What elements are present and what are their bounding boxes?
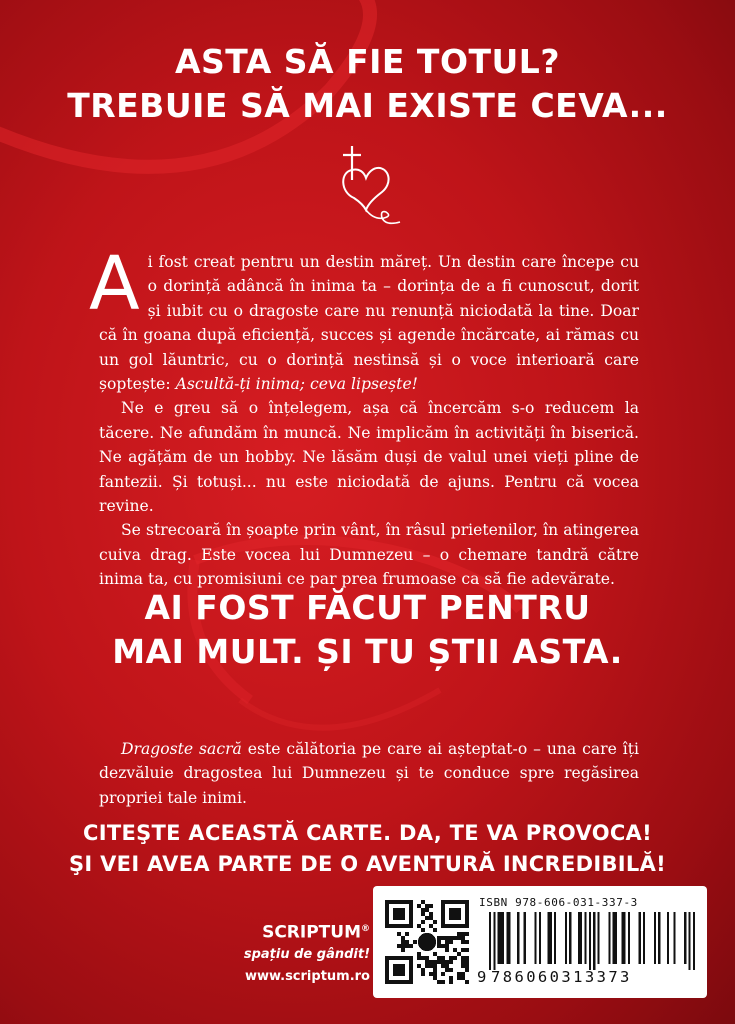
barcode-bar [535,912,537,964]
cross-heart-icon [330,140,410,230]
barcode-bar [578,912,580,964]
mid-headline [0,586,735,674]
barcode-bar [554,912,556,964]
barcode-bar [623,912,625,964]
barcode-bar [589,912,591,970]
body-paragraph-3: Se strecoară în șoapte prin vânt, în râsul prietenilor, în atingerea cuiva drag. Este vocea lui Dumnezeu – o chemare tandră către inima ta, cu promisiuni ce par prea frumoase ca să fie adevărate. [99,521,639,589]
barcode-bar [550,912,552,964]
barcode-bar [684,912,686,964]
barcode-bar [658,912,660,964]
tagline [0,818,735,880]
barcode-bar [693,912,695,970]
registered-mark: ® [361,924,370,934]
barcode-bar [506,912,508,964]
barcode-bar [509,912,511,964]
barcode-bar [548,912,550,964]
barcode-bar [493,912,495,970]
barcode-panel [373,886,707,998]
book-title-italic: Dragoste sacră [121,740,242,758]
publisher-url: www.scriptum.ro [244,968,370,984]
barcode-bar [539,912,541,964]
book-intro-text [99,737,639,810]
top-headline-line2: TREBUIE SĂ MAI EXISTE CEVA... [67,86,668,125]
isbn-label: ISBN 978-606-031-337-3 [479,896,638,909]
publisher-slogan: spațiu de gândit! [243,946,370,962]
ean-digits [477,968,701,986]
barcode-bar [584,912,586,964]
barcode-bar [628,912,630,964]
barcode-bar [517,912,519,964]
body-paragraph-2: Ne e greu să o înțelegem, așa că încercăm s-o reducem la tăcere. Ne afundăm în muncă. Ne implicăm în activități în biserică. Ne agățăm de un hobby. Ne lăsăm duși de valul unei vieți pline de fantezii. Și totuși... nu este niciodată de ajuns. Pentru că vocea revine. [99,399,639,516]
tagline-line2: ŞI VEI AVEA PARTE DE O AVENTURĂ INCREDIBILĂ! [68,852,667,876]
body-paragraph-1 [89,241,639,396]
top-headline [0,40,735,128]
barcode-bar [593,912,595,970]
barcode-bar [688,912,690,970]
mid-headline-line1: AI FOST FĂCUT PENTRU [144,588,591,627]
barcode-bar [580,912,582,964]
barcode-bar [621,912,623,964]
barcode-bar [667,912,669,964]
barcode-bar [654,912,656,964]
book-intro-sentence: este călătoria pe care ai așteptat-o – una care îți dezvăluie dragostea lui Dumnezeu și te conduce spre regăsirea propriei tale inimi. [99,740,639,807]
barcode-bar [639,912,641,964]
ean-digit-groups: 786060313373 [491,968,632,986]
body-text [89,241,639,592]
body-paragraph-1-italic: Ascultă-ți inima; ceva lipsește! [175,375,418,394]
qr-code-icon [385,900,469,984]
top-headline-line1: ASTA SĂ FIE TOTUL? [175,42,560,81]
barcode-bar [643,912,645,964]
tagline-line1: CITEŞTE ACEASTĂ CARTE. DA, TE VA PROVOCA! [83,821,652,845]
barcode-bar [565,912,567,964]
barcode-bar [489,912,491,970]
body-paragraph-1-text: i fost creat pentru un destin măreț. Un destin care începe cu o dorință adâncă în inima ta – dorința de a fi cunoscut, dorit și iubit cu o dragoste care nu renunță niciodată la tine. Doar că în goana după eficiență, succes și agende încărcate, ai rămas cu un gol lăuntric, cu o dorință nestinsă și o voce interioară care șoptește: [99,253,639,394]
barcode-bar [615,912,617,964]
barcode-bar [597,912,599,964]
mid-headline-line2: MAI MULT. ȘI TU ȘTII ASTA. [112,632,623,671]
barcode-bar [500,912,502,964]
barcode-bar [502,912,504,964]
dropcap-letter: A [89,241,140,327]
ean-first-digit: 9 [477,968,489,986]
barcode-bar [569,912,571,964]
barcode-bar [613,912,615,964]
publisher-name [200,918,370,944]
barcode-bar [673,912,675,964]
barcode-bar [498,912,500,964]
publisher-block [200,918,370,988]
ean-barcode [489,912,695,970]
publisher-name-text: SCRIPTUM [262,922,361,943]
barcode-bar [524,912,526,964]
barcode-bar [608,912,610,964]
